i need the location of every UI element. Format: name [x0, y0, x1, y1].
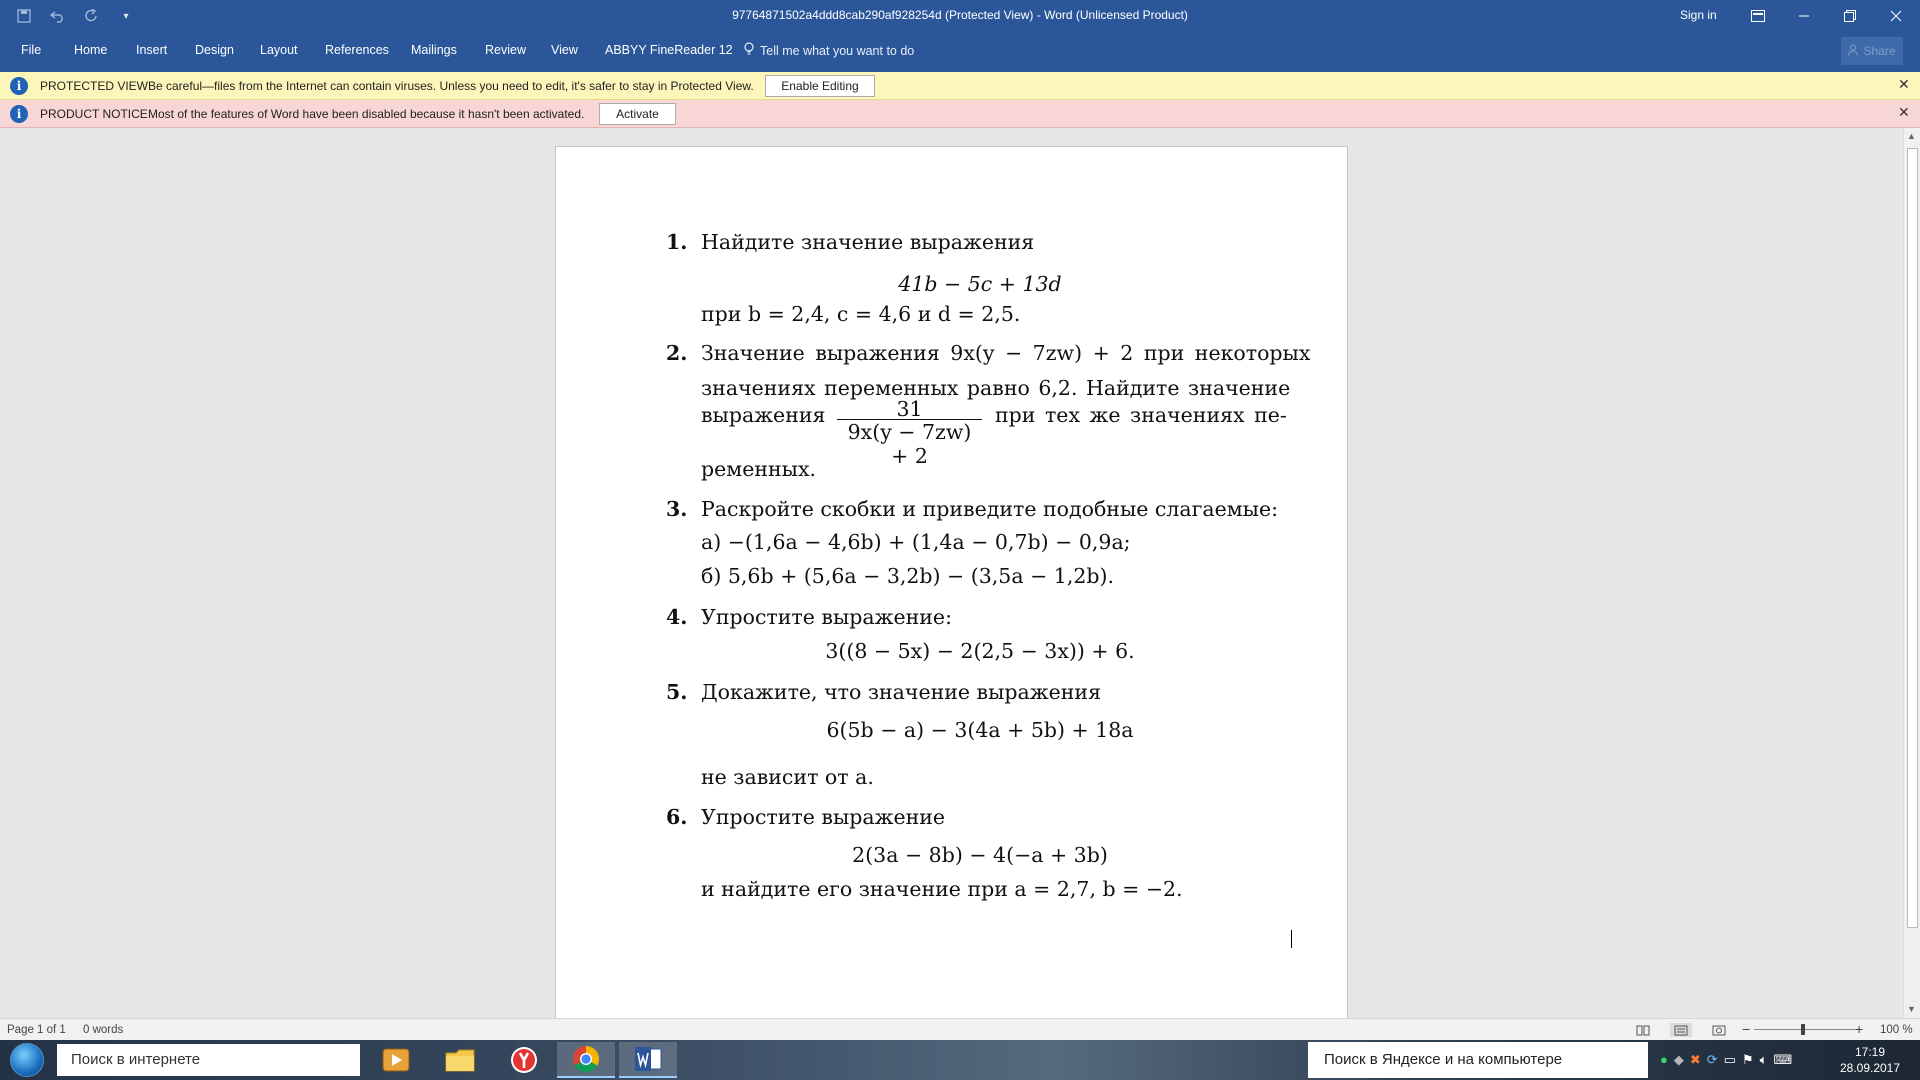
ribbon-tabs	[0, 32, 1920, 72]
tab-abbyy-finereader[interactable]: ABBYY FineReader 12	[605, 43, 733, 57]
word-icon[interactable]	[619, 1042, 677, 1078]
problem-number: 2.	[666, 341, 688, 365]
show-desktop-icon[interactable]: ▭	[1723, 1052, 1736, 1067]
zoom-slider[interactable]	[1754, 1029, 1858, 1030]
scroll-up-icon[interactable]: ▲	[1907, 131, 1916, 141]
close-icon[interactable]	[1873, 0, 1919, 32]
problem-text: б) 5,6b + (5,6a − 3,2b) − (3,5a − 1,2b).	[701, 564, 1115, 588]
read-mode-icon[interactable]	[1632, 1023, 1654, 1037]
tab-review[interactable]: Review	[485, 43, 526, 57]
print-layout-icon[interactable]	[1670, 1023, 1692, 1037]
title-bar	[0, 0, 1920, 32]
problem-text: Найдите значение выражения	[701, 230, 1035, 254]
problem-text: значениях переменных равно 6,2. Найдите значение	[701, 376, 1291, 400]
enable-editing-button[interactable]: Enable Editing	[765, 75, 875, 97]
zoom-in-icon[interactable]: +	[1855, 1021, 1864, 1037]
word-count[interactable]: 0 words	[83, 1024, 124, 1036]
flag-icon[interactable]: ⚑	[1741, 1052, 1754, 1067]
fraction-numerator: 31	[896, 397, 923, 421]
problem-text: а) −(1,6a − 4,6b) + (1,4a − 0,7b) − 0,9a;	[701, 530, 1131, 554]
clock-date: 28.09.2017	[1839, 1061, 1901, 1075]
problem-text: ременных.	[701, 457, 817, 481]
taskbar-search-input[interactable]: Поиск в интернете	[57, 1044, 360, 1076]
problem-text: Упростите выражение	[701, 805, 946, 829]
problem-text: Значение выражения 9x(y − 7zw) + 2 при некоторых	[701, 341, 1311, 365]
web-layout-icon[interactable]	[1708, 1023, 1730, 1037]
chrome-icon[interactable]	[557, 1042, 615, 1078]
text-cursor	[1291, 930, 1292, 948]
sign-in-link[interactable]: Sign in	[1680, 8, 1717, 22]
product-notice-message: Most of the features of Word have been disabled because it hasn't been activated.	[148, 107, 585, 121]
taskbar	[0, 1040, 1920, 1080]
problem-text: при b = 2,4, c = 4,6 и d = 2,5.	[701, 302, 1021, 326]
share-label: Share	[1863, 44, 1896, 58]
problem-text: и найдите его значение при a = 2,7, b = −2.	[701, 877, 1183, 901]
activate-button[interactable]: Activate	[599, 103, 676, 125]
clock-time: 17:19	[1854, 1045, 1886, 1059]
math-expression: 41b − 5c + 13d	[898, 272, 1062, 296]
status-bar	[0, 1018, 1920, 1040]
tool-tray-icon[interactable]: ✖	[1689, 1052, 1701, 1067]
close-notice-bar-icon[interactable]: ✕	[1898, 104, 1910, 120]
customize-qat-icon[interactable]: ▾	[123, 10, 129, 22]
windows-logo-icon	[10, 1043, 44, 1077]
info-icon: i	[10, 77, 28, 95]
problem-number: 1.	[666, 230, 688, 254]
tab-view[interactable]: View	[551, 43, 578, 57]
share-button[interactable]	[1841, 37, 1903, 65]
product-notice-bar	[0, 100, 1920, 128]
tab-references[interactable]: References	[325, 43, 389, 57]
fraction	[837, 397, 982, 468]
lightbulb-icon	[744, 42, 754, 59]
tab-home[interactable]: Home	[74, 43, 108, 57]
fraction-denominator: 9x(y − 7zw) + 2	[847, 420, 972, 468]
tab-layout[interactable]: Layout	[260, 43, 298, 57]
system-tray	[1660, 1052, 1792, 1068]
vertical-scrollbar[interactable]	[1903, 128, 1920, 1018]
math-expression: 2(3a − 8b) − 4(−a + 3b)	[852, 843, 1108, 867]
zoom-level[interactable]: 100 %	[1880, 1024, 1913, 1036]
protected-view-bar	[0, 72, 1920, 100]
restore-icon[interactable]	[1827, 0, 1873, 32]
info-icon: i	[10, 105, 28, 123]
problem-text: Раскройте скобки и приведите подобные слагаемые:	[701, 497, 1279, 521]
zoom-slider-thumb[interactable]	[1801, 1024, 1805, 1035]
yandex-browser-icon[interactable]	[495, 1042, 553, 1078]
scrollbar-thumb[interactable]	[1907, 148, 1918, 928]
problem-number: 4.	[666, 605, 688, 629]
problem-text: Докажите, что значение выражения	[701, 680, 1102, 704]
yandex-search-input[interactable]: Поиск в Яндексе и на компьютере	[1308, 1042, 1648, 1078]
clock[interactable]	[1830, 1044, 1910, 1076]
problem-number: 6.	[666, 805, 688, 829]
keyboard-icon[interactable]: ⌨︎	[1773, 1052, 1793, 1067]
start-button[interactable]	[2, 1041, 52, 1079]
math-expression: 6(5b − a) − 3(4a + 5b) + 18a	[826, 718, 1134, 742]
app-tray-icon[interactable]: ◆	[1673, 1052, 1684, 1067]
whatsapp-icon[interactable]: ●	[1660, 1052, 1668, 1067]
minimize-icon[interactable]	[1781, 0, 1827, 32]
file-explorer-icon[interactable]	[431, 1042, 489, 1078]
problem-number: 3.	[666, 497, 688, 521]
tell-me-box[interactable]	[744, 42, 914, 59]
volume-icon[interactable]: 🔈︎	[1759, 1052, 1768, 1067]
product-notice-heading: PRODUCT NOTICE	[40, 107, 148, 121]
tell-me-text: Tell me what you want to do	[760, 43, 915, 58]
math-expression: 3((8 − 5x) − 2(2,5 − 3x)) + 6.	[825, 639, 1135, 663]
tab-mailings[interactable]: Mailings	[411, 43, 457, 57]
protected-view-message: Be careful—files from the Internet can contain viruses. Unless you need to edit, it's safer to stay in Protected View.	[148, 79, 754, 93]
problem-text: выражения	[701, 403, 826, 427]
problem-text: при тех же значениях пе-	[995, 403, 1287, 427]
problem-number: 5.	[666, 680, 688, 704]
sync-icon[interactable]: ⟳	[1706, 1052, 1718, 1067]
ribbon-display-options-icon[interactable]	[1735, 0, 1781, 32]
page-count[interactable]: Page 1 of 1	[7, 1024, 66, 1036]
zoom-out-icon[interactable]: −	[1742, 1021, 1751, 1037]
problem-text: Упростите выражение:	[701, 605, 952, 629]
person-icon	[1848, 44, 1858, 59]
tab-insert[interactable]: Insert	[136, 43, 168, 57]
protected-view-heading: PROTECTED VIEW	[40, 79, 149, 93]
tab-file[interactable]: File	[21, 43, 42, 57]
close-protected-bar-icon[interactable]: ✕	[1898, 76, 1910, 92]
window-title: 97764871502a4ddd8cab290af928254d (Protected View) - Word (Unlicensed Product)	[732, 8, 1188, 22]
problem-text: не зависит от a.	[701, 765, 874, 789]
media-player-icon[interactable]	[367, 1042, 425, 1078]
tab-design[interactable]: Design	[195, 43, 234, 57]
scroll-down-icon[interactable]: ▼	[1907, 1004, 1916, 1014]
microphone-icon[interactable]	[1614, 1048, 1630, 1070]
